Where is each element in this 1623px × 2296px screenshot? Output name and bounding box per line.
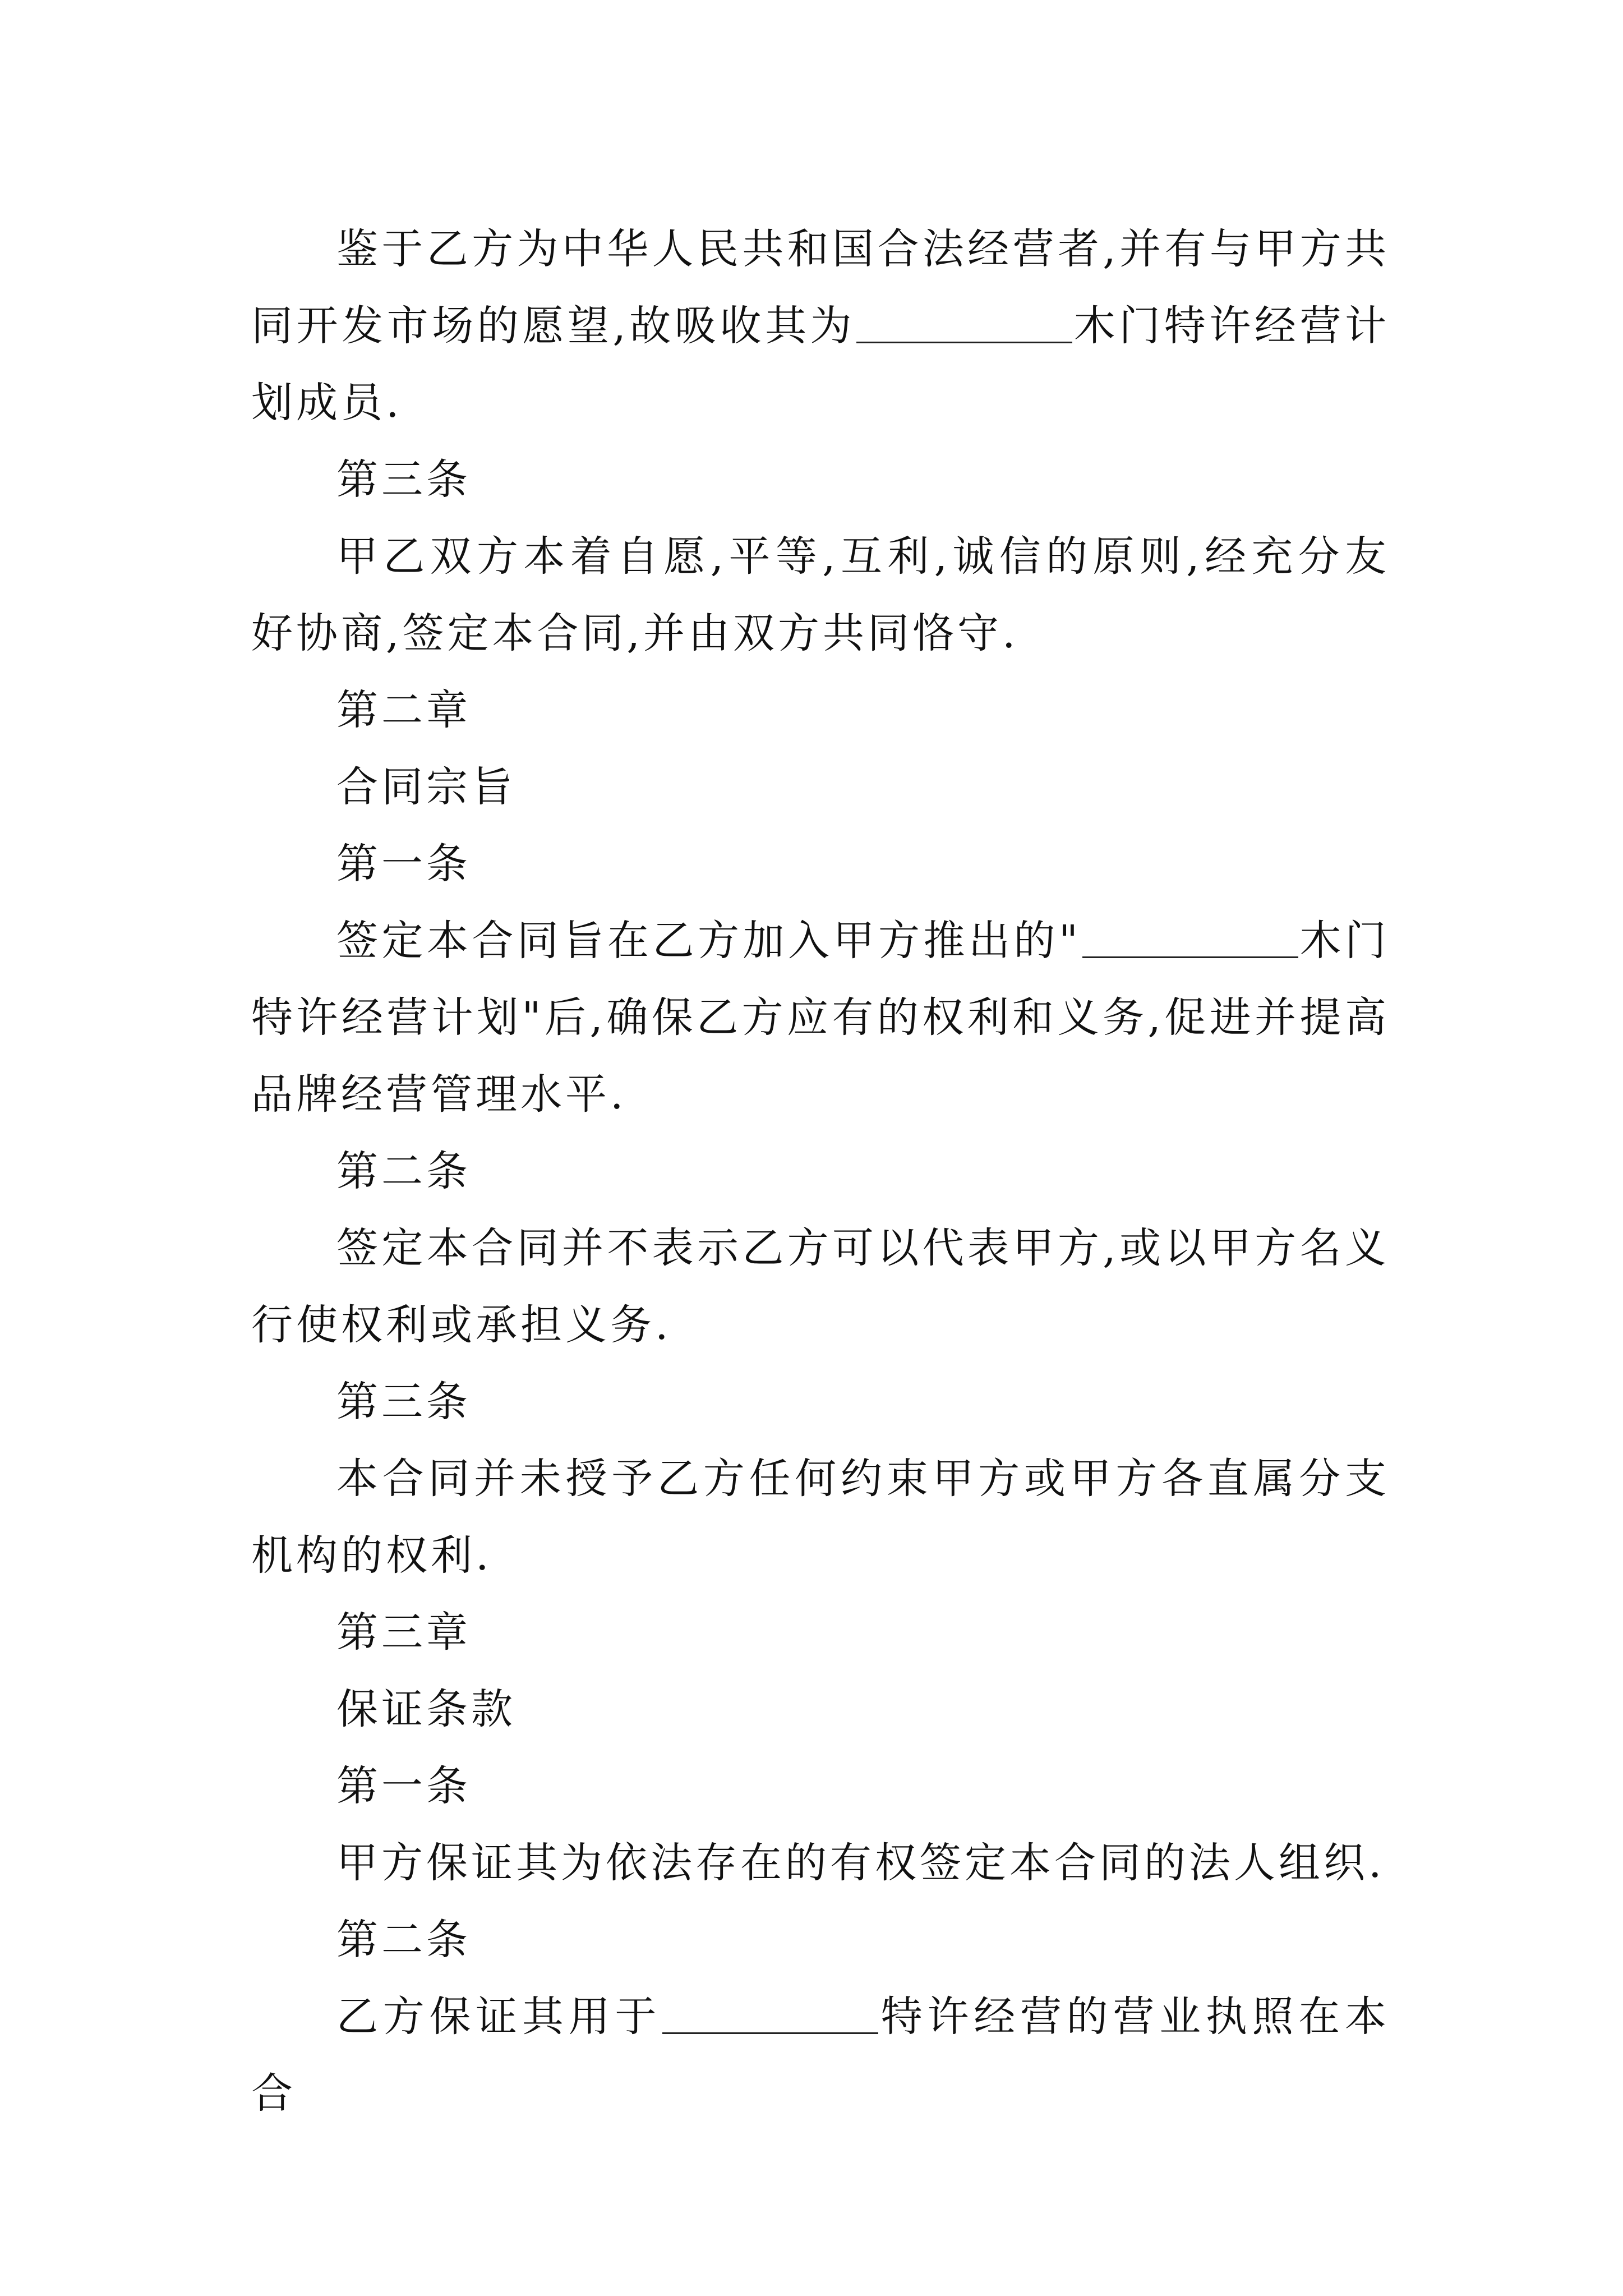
chapter-title: 合同宗旨 [336,763,516,811]
article-heading: 第二条 [336,1147,471,1195]
paragraph [251,1978,1390,2132]
chapter-heading: 第二章 [336,686,471,734]
paragraph: 甲乙双方本着自愿,平等,互利,诚信的原则,经充分友好协商,签定本合同,并由双方共同恪守. [251,532,1390,657]
article-heading: 第一条 [336,840,471,888]
paragraph: 甲方保证其为依法存在的有权签定本合同的法人组织. [336,1839,1385,1887]
paragraph: 本合同并未授予乙方任何约束甲方或甲方各直属分支机构的权利. [251,1455,1390,1580]
paragraph-text: 木门特许经营计划成员. [251,302,1390,427]
chapter-title: 保证条款 [336,1685,516,1733]
article-heading: 第二条 [336,1916,471,1964]
chapter-heading: 第三章 [336,1608,471,1657]
paragraph-text: 特许经营的营业执照在本合 [251,1993,1390,2118]
blank-line [1082,915,1298,958]
blank-line [662,1991,878,2034]
paragraph-preamble [251,211,1390,441]
paragraph-text: 鉴于乙方为中华人民共和国合法经营者,并有与甲方共同开发市场的愿望,故吸收其为 [251,225,1390,350]
paragraph-text: 签定本合同旨在乙方加入甲方推出的" [336,917,1081,965]
article-heading: 第一条 [336,1762,471,1810]
blank-line [856,300,1072,343]
document-body [251,211,1390,2132]
article-heading: 第三条 [336,455,471,504]
paragraph: 签定本合同并不表示乙方可以代表甲方,或以甲方名义行使权利或承担义务. [251,1224,1390,1349]
paragraph [251,903,1390,1133]
paragraph-text: 乙方保证其用于 [336,1993,662,2041]
article-heading: 第三条 [336,1378,471,1426]
paragraph-text: 木门特许经营计划"后,确保乙方应有的权利和义务,促进并提高品牌经营管理水平. [251,917,1390,1119]
